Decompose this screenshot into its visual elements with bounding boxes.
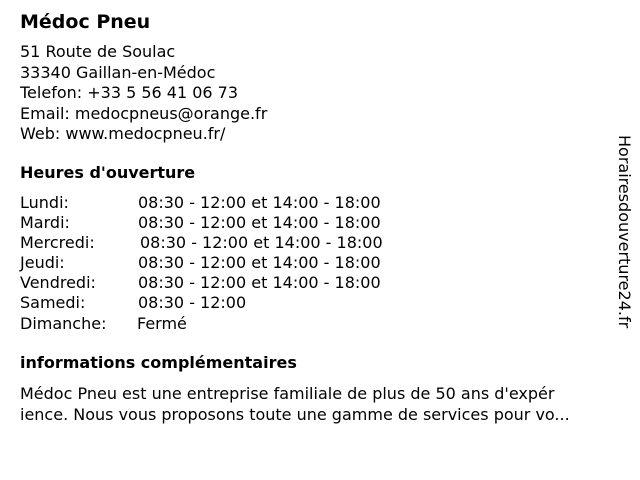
day-label: Mardi:	[20, 213, 70, 233]
phone-number[interactable]: Telefon: +33 5 56 41 06 73	[20, 83, 239, 102]
time-value: 08:30 - 12:00 et 14:00 - 18:00	[138, 213, 381, 233]
hours-row-sunday	[20, 314, 440, 334]
hours-row-tuesday	[20, 213, 440, 233]
address-city: 33340 Gaillan-en-Médoc	[20, 62, 216, 82]
day-label: Dimanche:	[20, 313, 107, 333]
day-label: Mercredi:	[20, 233, 95, 253]
time-value: 08:30 - 12:00 et 14:00 - 18:00	[138, 253, 381, 273]
site-watermark: Horairesdouverture24.fr	[615, 135, 634, 329]
address-street: 51 Route de Soulac	[20, 42, 176, 61]
email-address[interactable]: Email: medocpneus@orange.fr	[20, 103, 268, 123]
time-value: 08:30 - 12:00 et 14:00 - 18:00	[140, 233, 383, 253]
opening-hours-table	[20, 193, 440, 334]
day-label: Samedi:	[20, 293, 86, 313]
hours-heading: Heures d'ouverture	[20, 163, 196, 182]
hours-row-wednesday	[20, 233, 440, 253]
website-link[interactable]: Web: www.medocpneu.fr/	[20, 124, 226, 143]
info-line: Médoc Pneu est une entreprise familiale de plus de 50 ans d'expér	[20, 384, 555, 403]
hours-row-monday	[20, 193, 440, 213]
time-value: Fermé	[137, 313, 187, 333]
day-label: Jeudi:	[20, 253, 65, 273]
info-heading: informations complémentaires	[20, 353, 297, 372]
info-line: ience. Nous vous proposons toute une gamme de services pour vo...	[20, 404, 570, 424]
time-value: 08:30 - 12:00 et 14:00 - 18:00	[138, 273, 381, 293]
contact-block	[20, 42, 267, 145]
hours-row-thursday	[20, 253, 440, 273]
time-value: 08:30 - 12:00	[138, 293, 247, 313]
hours-row-friday	[20, 273, 440, 293]
time-value: 08:30 - 12:00 et 14:00 - 18:00	[138, 193, 381, 212]
business-name: Médoc Pneu	[20, 11, 151, 33]
info-description	[20, 384, 570, 425]
hours-row-saturday	[20, 293, 440, 313]
day-label: Vendredi:	[20, 273, 96, 293]
day-label: Lundi:	[20, 193, 69, 212]
